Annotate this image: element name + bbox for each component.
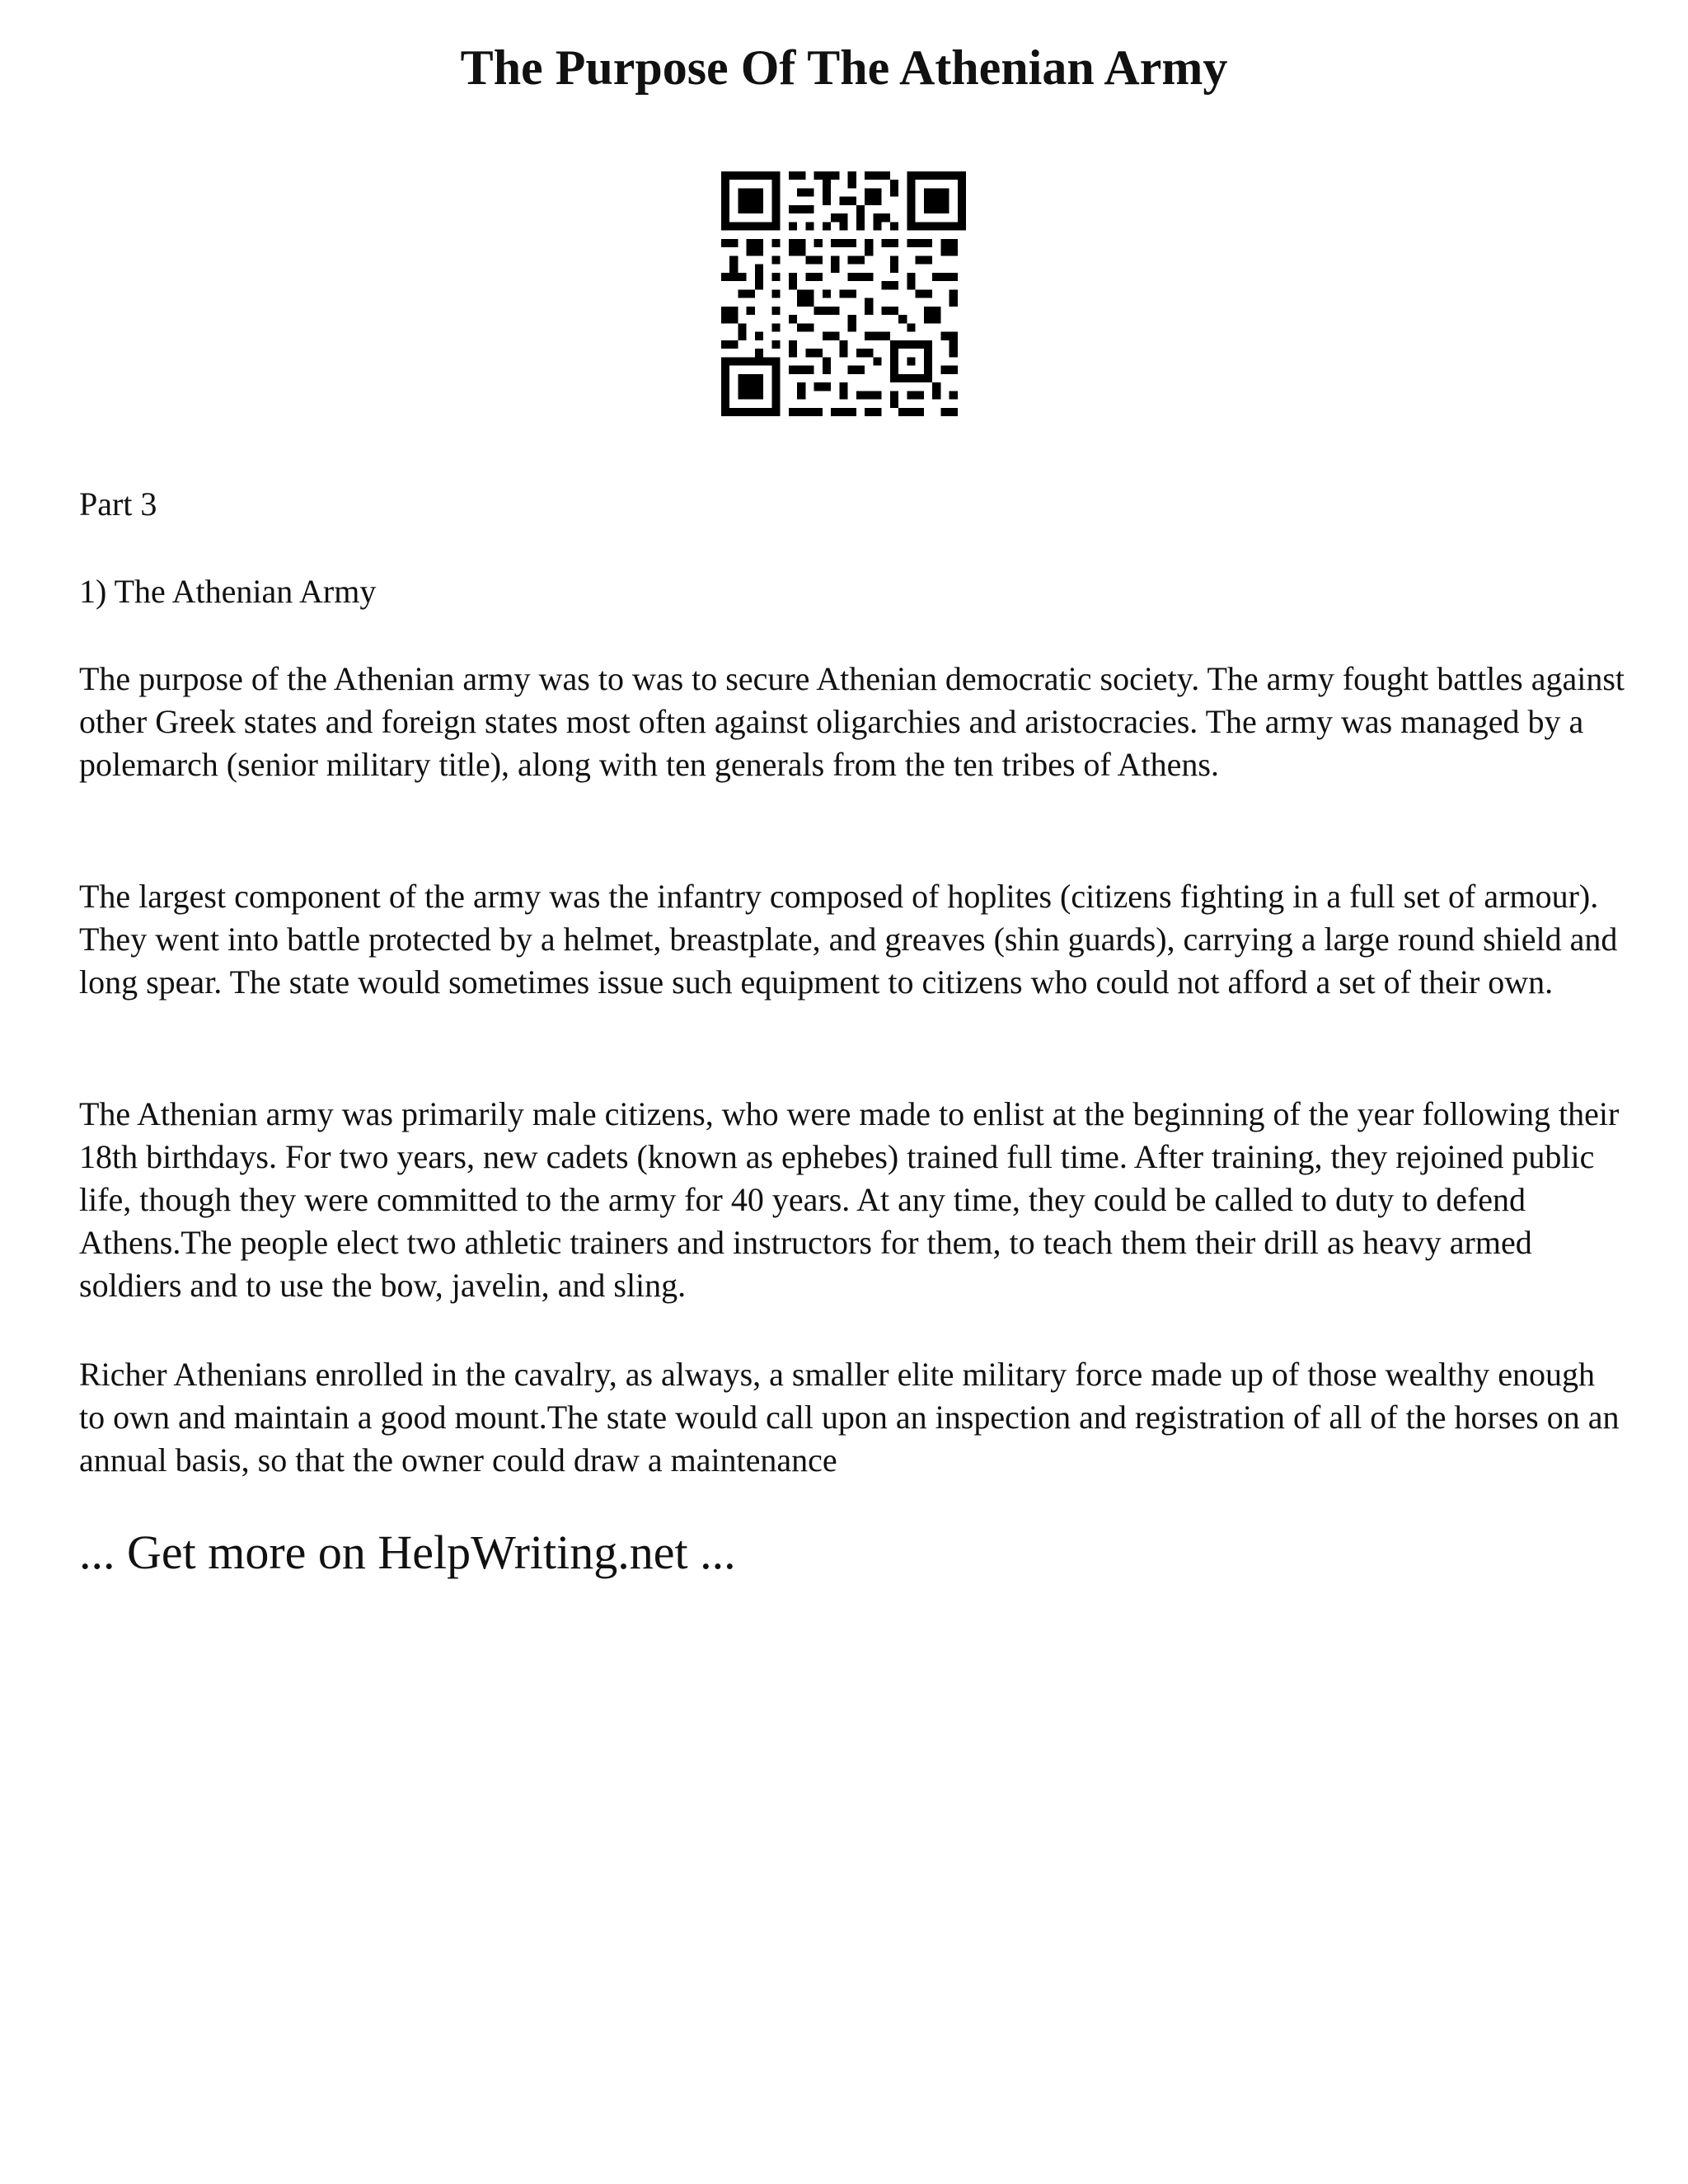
section-heading: 1) The Athenian Army [79, 573, 377, 610]
document-title: The Purpose Of The Athenian Army [460, 40, 1228, 95]
qr-code [721, 171, 966, 416]
paragraph: The Athenian army was primarily male citizens, who were made to enlist at the beginning of the year following their 18th birthdays. For two years, new cadets (known as ephebes) trained full time. After training, they rejoined public life, though they were committed to the army for 40 years. At any time, they could be called to duty to defend Athens.The people elect two athletic trainers and instructors for them, to teach them their drill as heavy armed soldiers and to use the bow, javelin, and sling. [79, 1095, 1620, 1304]
get-more-link[interactable]: ... Get more on HelpWriting.net ... [79, 1526, 736, 1579]
paragraph: Richer Athenians enrolled in the cavalry, as always, a smaller elite military force made up of those wealthy enough to own and maintain a good mount.The state would call upon an inspection and registration of all of the horses on an annual basis, so that the owner could draw a maintenance [79, 1356, 1620, 1479]
paragraph: The purpose of the Athenian army was to was to secure Athenian democratic society. The army fought battles against other Greek states and foreign states most often against oligarchies and aristocracies. The army was managed by a polemarch (senior military title), along with ten generals from the ten tribes of Athens. [79, 660, 1625, 783]
paragraph: The largest component of the army was the infantry composed of hoplites (citizens fighting in a full set of armour). They went into battle protected by a helmet, breastplate, and greaves (shin guards), carrying a large round shield and long spear. The state would sometimes issue such equipment to citizens who could not afford a set of their own. [79, 878, 1618, 1001]
part-label: Part 3 [79, 485, 157, 523]
